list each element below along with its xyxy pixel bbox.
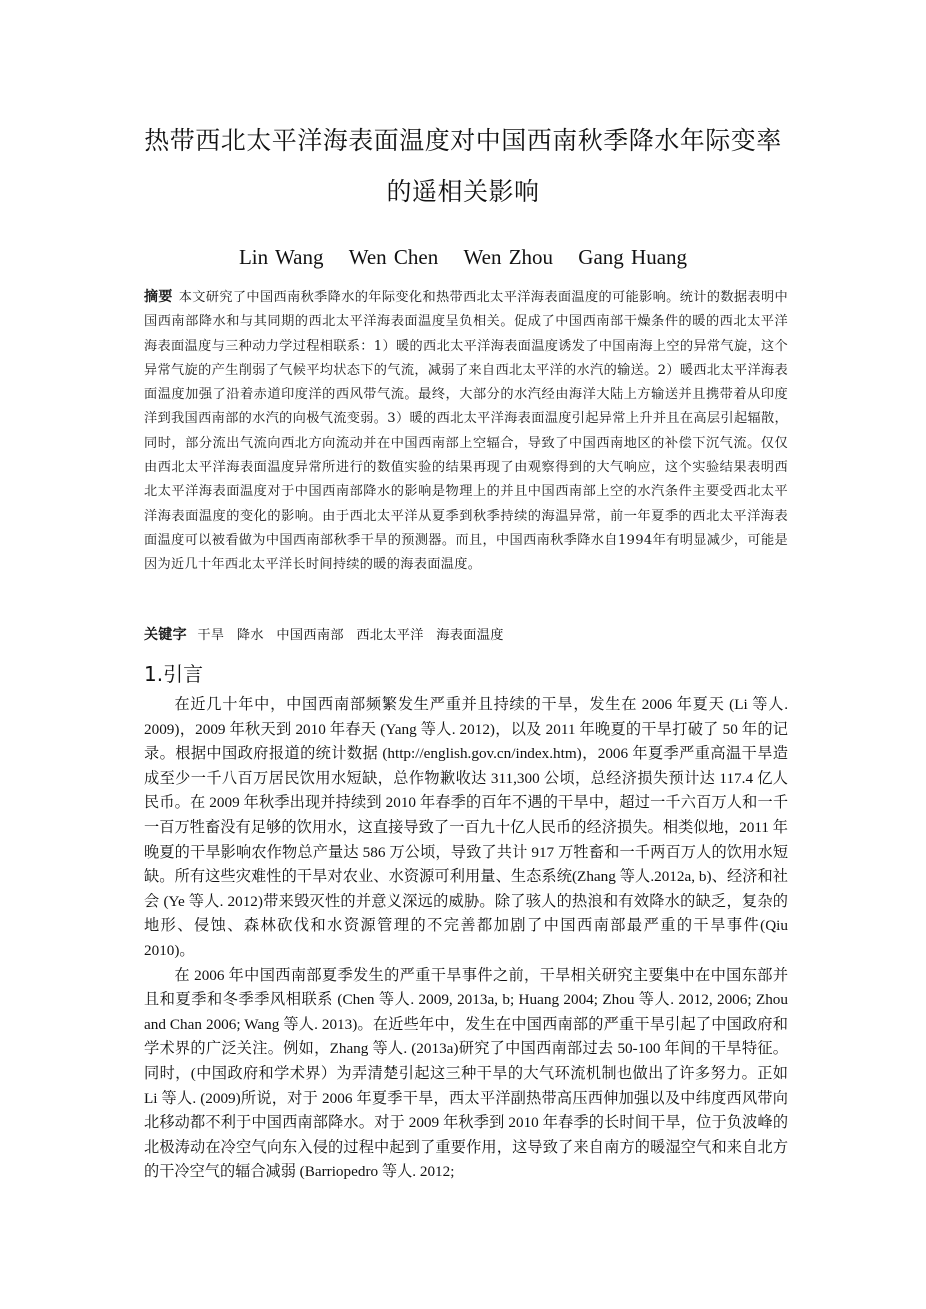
abstract (144, 285, 788, 578)
paper-title-line-2: 的遥相关影响 (386, 177, 540, 206)
keywords (144, 623, 788, 648)
author-list (100, 245, 826, 270)
keyword: 降水 (236, 628, 264, 643)
keyword: 干旱 (197, 628, 225, 643)
author-name: Wen Zhou (463, 245, 554, 269)
body-paragraph: 在近几十年中，中国西南部频繁发生严重并且持续的干旱，发生在 2006 年夏天 (Li 等人. 2009)，2009 年秋天到 2010 年春天 (Yang 等人. 2012)，以及 2011 年晚夏的干旱打破了 50 年的记录。根据中国政府报道的统计数据 (http://english.gov.cn/index.htm)，2006 年夏季严重高温干旱造成至少一千八百万居民饮用水短缺，总作物歉收达 311,300 公顷，总经济损失预计达 117.4 亿人民币。在 2009 年秋季出现并持续到 2010 年春季的百年不遇的干旱中，超过一千六百万人和一千一百万牲畜没有足够的饮用水，这直接导致了一百九十亿人民币的经济损失。相类似地，2011 年晚夏的干旱影响农作物总产量达 586 万公顷，导致了共计 917 万牲畜和一千两百万人的饮用水短缺。所有这些灾难性的干旱对农业、水资源可利用量、生态系统(Zhang 等人.2012a, b)、经济和社会 (Ye 等人. 2012)带来毁灭性的并意义深远的威胁。除了骇人的热浪和有效降水的缺乏，复杂的地形、侵蚀、森林砍伐和水资源管理的不完善都加剧了中国西南部最严重的干旱事件(Qiu 2010)。 (144, 696, 788, 959)
paper-title-line-1: 热带西北太平洋海表面温度对中国西南秋季降水年际变率 (144, 126, 782, 155)
keyword: 西北太平洋 (356, 628, 424, 643)
keyword: 中国西南部 (276, 628, 344, 643)
abstract-text: 本文研究了中国西南秋季降水的年际变化和热带西北太平洋海表面温度的可能影响。统计的数据表明中国西南部降水和与其同期的西北太平洋海表面温度呈负相关。促成了中国西南部干燥条件的暖的西北太平洋海表面温度与三种动力学过程相联系：1）暖的西北太平洋海表面温度诱发了中国南海上空的异常气旋，这个异常气旋的产生削弱了气候平均状态下的气流，减弱了来自西北太平洋的水汽的输送。2）暖西北太平洋海表面温度加强了沿着赤道印度洋的西风带气流。最终，大部分的水汽经由海洋大陆上方输送并且携带着从印度洋到我国西南部的水汽的向极气流变弱。3）暖的西北太平洋海表面温度引起异常上升并且在高层引起辐散，同时，部分流出气流向西北方向流动并在中国西南部上空辐合，导致了中国西南地区的补偿下沉气流。仅仅由西北太平洋海表面温度异常所进行的数值实验的结果再现了由观察得到的大气响应，这个实验结果表明西北太平洋海表面温度对于中国西南部降水的影响是物理上的并且中国西南部上空的水汽条件主要受西北太平洋海表面温度的变化的影响。由于西北太平洋从夏季到秋季持续的海温异常，前一年夏季的西北太平洋海表面温度可以被看做为中国西南部秋季干旱的预测器。而且，中国西南秋季降水自1994年有明显减少，可能是因为近几十年西北太平洋长时间持续的暖的海表面温度。 (144, 290, 788, 573)
author-name: Lin Wang (238, 245, 324, 269)
keyword: 海表面温度 (436, 628, 504, 643)
body-paragraph: 在 2006 年中国西南部夏季发生的严重干旱事件之前，干旱相关研究主要集中在中国东部并且和夏季和冬季季风相联系 (Chen 等人. 2009, 2013a, b; Huang 2004; Zhou 等人. 2012, 2006; Zhou and Chan 2006; Wang 等人. 2013)。在近些年中，发生在中国西南部的严重干旱引起了中国政府和学术界的广泛关注。例如，Zhang 等人. (2013a)研究了中国西南部过去 50-100 年间的干旱特征。同时，(中国政府和学术界）为弄清楚引起这三种干旱的大气环流机制也做出了许多努力。正如 Li 等人. (2009)所说，对于 2006 年夏季干旱，西太平洋副热带高压西伸加强以及中纬度西风带向北移动都不利于中国西南部降水。对于 2009 年秋季到 2010 年春季的长时间干旱，位于负波峰的北极涛动在冷空气向东入侵的过程中起到了重要作用，这导致了来自南方的暖湿空气和来自北方的干冷空气的辐合减弱 (Barriopedro 等人. 2012; (144, 966, 788, 1181)
abstract-label: 摘要 (144, 289, 173, 305)
section-heading-introduction: 1.引言 (144, 662, 204, 686)
author-name: Gang Huang (578, 245, 688, 269)
author-name: Wen Chen (348, 245, 439, 269)
introduction-body (144, 693, 788, 1185)
keywords-label: 关键字 (144, 627, 187, 643)
